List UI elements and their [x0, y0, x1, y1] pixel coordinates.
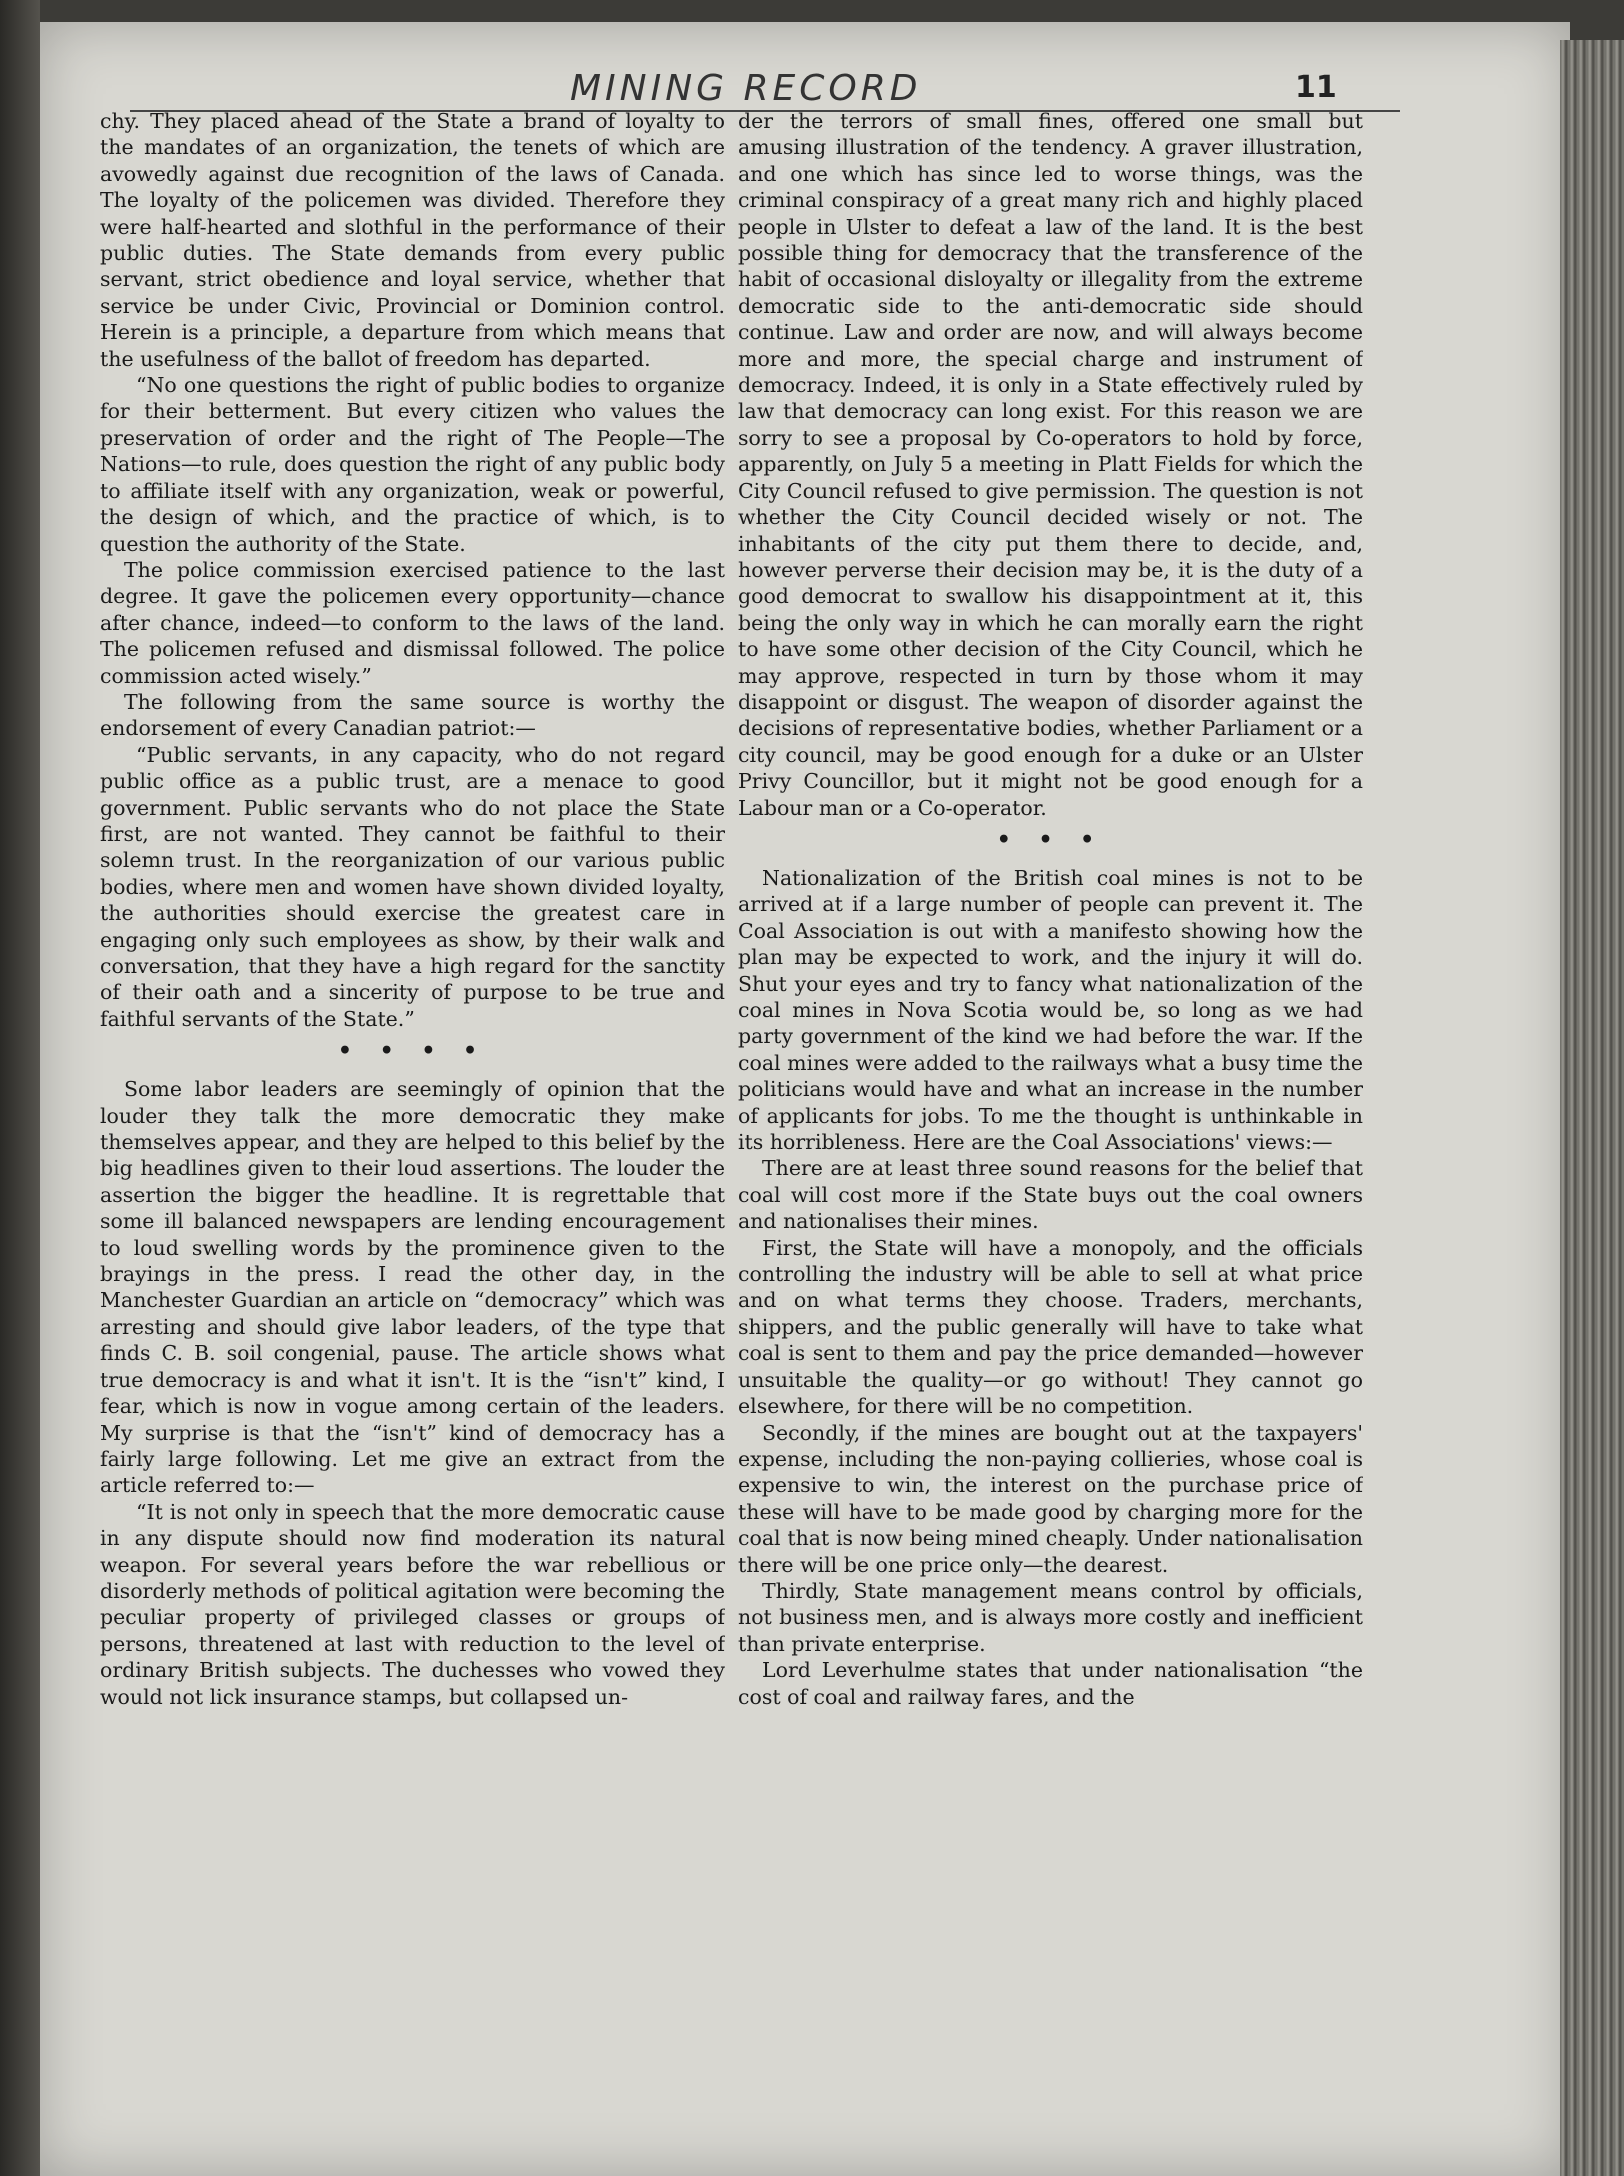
right-column — [738, 108, 1363, 2098]
paragraph: The police commission exercised patience to the last degree. It gave the policemen every opportunity—chance after chance, indeed—to conform to the laws of the land. The policemen refused and dismissal followed. The police commission acted wisely.” — [100, 557, 725, 688]
paragraph: “It is not only in speech that the more democratic cause in any dispute should now find moderation its natural weapon. For several years before the war rebellious or disorderly methods of political agitation were becoming the peculiar property of privileged classes or groups of persons, threatened at last with reduction to the level of ordinary British subjects. The duchesses who vowed they would not lick insurance stamps, but collapsed un- — [100, 1499, 725, 1709]
section-separator: • • • — [996, 826, 1105, 853]
paragraph: Thirdly, State management means control by officials, not business men, and is always more costly and inefficient than private enterprise. — [738, 1578, 1363, 1656]
paragraph: Secondly, if the mines are bought out at the taxpayers' expense, including the non-paying collieries, whose coal is expensive to win, the interest on the purchase price of these will have to be made good by charging more for the coal that is now being mined cheaply. Under nationalisation there will be one price only—the dearest. — [738, 1420, 1363, 1577]
paragraph: “Public servants, in any capacity, who do not regard public office as a public trust, are a menace to good government. Public servants who do not place the State first, are not wanted. They cannot be faithful to their solemn trust. In the reorganization of our various public bodies, where men and women have shown divided loyalty, the authorities should exercise the greatest care in engaging only such employees as show, by their walk and conversation, that they have a high regard for the sanctity of their oath and a sincerity of purpose to be true and faithful servants of the State.” — [100, 742, 725, 1031]
paragraph: der the terrors of small fines, offered one small but amusing illustration of the tendency. A graver illustration, and one which has since led to worse things, was the criminal conspiracy of a great many rich and highly placed people in Ulster to defeat a law of the land. It is the best possible thing for democracy that the transference of the habit of occasional disloyalty or illegality from the extreme democratic side to the anti-democratic side should continue. Law and order are now, and will always become more and more, the special charge and instrument of democracy. Indeed, it is only in a State effectively ruled by law that democracy can long exist. For this reason we are sorry to see a proposal by Co-operators to hold by force, apparently, on July 5 a meeting in Platt Fields for which the City Council refused to give permission. The question is not whether the City Council decided wisely or not. The inhabitants of the city put them there to decide, and, however perverse their decision may be, it is the duty of a good democrat to swallow his disappointment at it, this being the only way in which he can morally earn the right to have some other decision of the City Council, which he may approve, respected in turn by those whom it may disappoint or disgust. The weapon of disorder against the decisions of representative bodies, whether Parliament or a city council, may be good enough for a duke or an Ulster Privy Councillor, but it might not be good enough for a Labour man or a Co-operator. — [738, 109, 1363, 820]
paragraph: Nationalization of the British coal mines is not to be arrived at if a large number of people can prevent it. The Coal Association is out with a manifesto showing how the plan may be expected to work, and the injury it will do. Shut your eyes and try to fancy what nationalization of the coal mines in Nova Scotia would be, so long as we had party government of the kind we had before the war. If the coal mines were added to the railways what a busy time the politicians would have and what an increase in the number of applicants for jobs. To me the thought is unthinkable in its horribleness. Here are the Coal Associations' views:— — [738, 865, 1363, 1155]
paragraph: There are at least three sound reasons for the belief that coal will cost more if the State buys out the coal owners and nationalises their mines. — [738, 1156, 1363, 1234]
paragraph: chy. They placed ahead of the State a brand of loyalty to the mandates of an organization, the tenets of which are avowedly against due recognition of the laws of Canada. The loyalty of the policemen was divided. Therefore they were half-hearted and slothful in the performance of their public duties. The State demands from every public servant, strict obedience and loyal service, whether that service be under Civic, Provincial or Dominion control. Herein is a principle, a departure from which means that the usefulness of the ballot of freedom has departed. — [100, 109, 725, 371]
left-column — [100, 108, 725, 2098]
page-number: 11 — [1295, 70, 1337, 105]
book-binding — [1560, 40, 1624, 2176]
paragraph: Some labor leaders are seemingly of opinion that the louder they talk the more democratic they make themselves appear, and they are helped to this belief by the big headlines given to their loud assertions. The louder the assertion the bigger the headline. It is regrettable that some ill balanced newspapers are lending encouragement to loud swelling words by the prominence given to the brayings in the press. I read the other day, in the Manchester Guardian an article on “democracy” which was arresting and should give labor leaders, of the type that finds C. B. soil congenial, pause. The article shows what true democracy is and what it isn't. It is the “isn't” kind, I fear, which is now in vogue among certain of the leaders. My surprise is that the “isn't” kind of democracy has a fairly large following. Let me give an extract from the article referred to:— — [100, 1077, 725, 1498]
paragraph: First, the State will have a monopoly, and the officials controlling the industry will be able to sell at what price and on what terms they choose. Traders, merchants, shippers, and the public generally will have to take what coal is sent to them and pay the price demanded—however unsuitable the quality—or go without! They cannot go elsewhere, for there will be no competition. — [738, 1235, 1363, 1419]
section-separator: • • • • — [337, 1038, 488, 1065]
paragraph: Lord Leverhulme states that under nationalisation “the cost of coal and railway fares, and the — [738, 1658, 1363, 1709]
page-shadow — [0, 0, 40, 2176]
paragraph: The following from the same source is worthy the endorsement of every Canadian patriot:— — [100, 689, 725, 741]
paragraph: “No one questions the right of public bodies to organize for their betterment. But every citizen who values the preservation of order and the right of The People—The Nations—to rule, does question the right of any public body to affiliate itself with any organization, weak or powerful, the design of which, and the practice of which, is to question the authority of the State. — [100, 373, 725, 556]
masthead: MINING RECORD — [570, 68, 922, 109]
